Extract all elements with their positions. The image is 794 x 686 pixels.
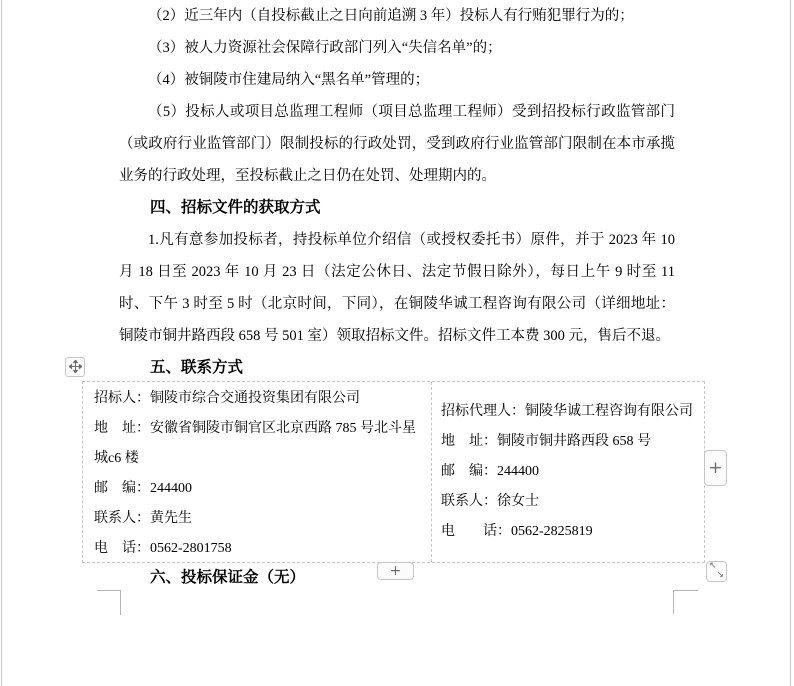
plus-icon: +: [708, 458, 723, 478]
agent-address-row: 地 址：铜陵市铜井路西段 658 号: [441, 434, 651, 449]
section4-heading: 四、招标文件的获取方式: [150, 199, 321, 216]
tenderer-name-row: 招标人：铜陵市综合交通投资集团有限公司: [94, 391, 360, 406]
diagonal-resize-icon: ↖ ↘: [709, 561, 724, 580]
tenderer-address-row: 地 址：安徽省铜陵市铜官区北京西路 785 号北斗星城c6 楼: [94, 421, 416, 466]
section4-paragraph: 1.凡有意参加投标者，持投标单位介绍信（或授权委托书）原件，并于 2023 年 10 月 18 日至 2023 年 10 月 23 日（法定公休日、法定节假日除外），每日上午 9 时至 11 时、下午 3 时至 5 时（北京时间，下同），在铜陵华诚工程咨询有限公司（详细地址：铜陵市铜井路西段 658 号 501 室）领取招标文件。招标文件工本费 300 元，售后不退。: [119, 232, 675, 344]
list-item-5: （5）投标人或项目总监理工程师（项目总监理工程师）受到招投标行政监管部门（或政府行业监管部门）限制投标的行政处罚，受到政府行业监管部门限制在本市承揽业务的行政处理，至投标截止之日仍在处罚、处理期内的。: [119, 104, 675, 184]
page-margin-mark-bottom-left: [120, 590, 121, 615]
tenderer-contact-cell[interactable]: [83, 382, 432, 562]
tenderer-postcode-row: 邮 编：244400: [94, 481, 192, 496]
contact-table: [82, 381, 705, 563]
agent-person-row: 联系人：徐女士: [441, 494, 539, 509]
page-margin-mark-bottom-left: [97, 590, 121, 591]
table-move-handle-button[interactable]: [65, 357, 85, 377]
list-item-4: （4）被铜陵市住建局纳入“黑名单”管理的；: [148, 72, 430, 88]
agent-postcode-row: 邮 编：244400: [441, 464, 539, 479]
tenderer-person-row: 联系人：黄先生: [94, 511, 192, 526]
agent-name-row: 招标代理人：铜陵华诚工程咨询有限公司: [441, 404, 693, 419]
page-margin-mark-bottom-right: [673, 590, 674, 614]
tenderer-phone-row: 电 话：0562-2801758: [94, 541, 232, 556]
section6-heading: 六、投标保证金（无）: [150, 569, 306, 586]
list-item-3: （3）被人力资源社会保障行政部门列入“失信名单”的；: [148, 40, 502, 56]
page-margin-mark-bottom-right: [673, 590, 698, 591]
add-column-button[interactable]: [704, 450, 727, 486]
section5-heading: 五、联系方式: [150, 359, 244, 376]
list-item-2: （2）近三年内（自投标截止之日向前追溯 3 年）投标人有行贿犯罪行为的；: [148, 8, 634, 24]
agent-contact-cell[interactable]: [432, 382, 704, 562]
plus-icon: +: [389, 563, 402, 579]
table-resize-button[interactable]: [706, 561, 727, 582]
document-body: [119, 0, 675, 384]
agent-phone-row: 电 话：0562-2825819: [441, 524, 593, 539]
add-row-button[interactable]: [377, 562, 414, 580]
page-right-edge: [790, 0, 791, 686]
move-icon: [69, 358, 82, 377]
page-left-edge: [1, 0, 2, 686]
